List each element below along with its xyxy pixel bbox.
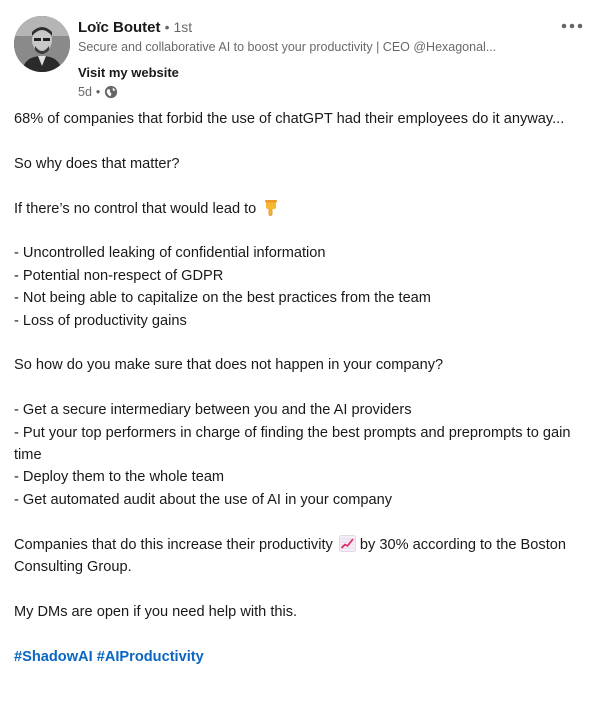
post-meta [78, 84, 548, 100]
hashtag-link[interactable]: #ShadowAI [14, 648, 93, 665]
post-paragraph: So why does that matter? [14, 155, 180, 172]
risk-item: - Not being able to capitalize on the best practices from the team [14, 290, 431, 307]
author-name-line [78, 17, 548, 38]
meta-separator: • [95, 85, 101, 99]
pointing-down-hand-emoji [262, 199, 279, 216]
hashtag-link[interactable]: #AIProductivity [96, 648, 204, 665]
author-name[interactable]: Loïc Boutet [78, 19, 161, 36]
visit-website-link[interactable]: Visit my website [78, 65, 179, 80]
post-time: 5d [78, 85, 92, 99]
hashtag-line [14, 646, 582, 668]
risk-item: - Loss of productivity gains [14, 312, 187, 329]
author-avatar[interactable] [14, 16, 70, 72]
post-text: Companies that do this increase their productivity [14, 536, 333, 553]
step-item: - Put your top performers in charge of finding the best prompts and preprompts to gain time [14, 424, 571, 464]
step-item: - Get automated audit about the use of AI in your company [14, 491, 393, 508]
chart-increasing-emoji [339, 535, 356, 552]
risk-item: - Uncontrolled leaking of confidential information [14, 245, 326, 262]
post-text: by 30% according to the Boston Consulting Group. [14, 536, 566, 576]
more-options-button[interactable] [558, 14, 586, 38]
post-paragraph: 68% of companies that forbid the use of chatGPT had their employees do it anyway... [14, 111, 565, 127]
more-horizontal-icon [560, 17, 584, 35]
risk-item: - Potential non-respect of GDPR [14, 267, 224, 284]
post-text: If there’s no control that would lead to [14, 200, 257, 217]
post-paragraph: My DMs are open if you need help with this. [14, 603, 298, 620]
step-item: - Get a secure intermediary between you and the AI providers [14, 402, 412, 419]
post-paragraph [14, 198, 582, 220]
author-info [78, 17, 548, 100]
post-body [14, 108, 582, 668]
step-item: - Deploy them to the whole team [14, 469, 225, 486]
globe-icon [104, 85, 118, 99]
author-headline: Secure and collaborative AI to boost your productivity | CEO @Hexagonal... [78, 40, 497, 54]
post-paragraph: So how do you make sure that does not happen in your company? [14, 357, 444, 374]
post-paragraph [14, 534, 582, 579]
connection-degree: • 1st [164, 19, 193, 35]
